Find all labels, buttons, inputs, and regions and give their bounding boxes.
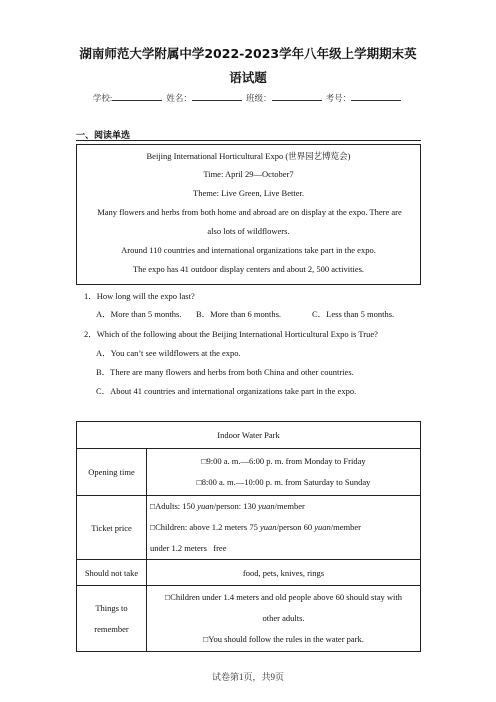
expo-title: Beijing International Horticultural Expo (世界园艺博览会): [146, 151, 351, 161]
should-not-take-value: food, pets, knives, rings: [147, 560, 421, 586]
expo-line-1: Many flowers and herbs from both home and abroad are on display at the expo. There are: [97, 207, 402, 217]
class-label: 班级：: [245, 93, 272, 103]
ticket-adults-text: /person: 130: [213, 501, 259, 511]
opening-weekday: □9:00 a. m.—6:00 p. m. from Monday to Friday: [201, 456, 366, 466]
page-footer: 试卷第1页，共9页: [211, 672, 284, 682]
ticket-price-label: Ticket price: [77, 496, 147, 560]
table-row: [77, 496, 421, 560]
ticket-children-text: □Children: above 1.2 meters 75: [150, 522, 260, 532]
ticket-price-cell: [147, 496, 421, 560]
ticket-children-text: /member: [330, 522, 362, 532]
things-to-remember-label-line: remember: [94, 623, 129, 634]
currency-text: yuan: [258, 501, 275, 511]
table-row: [77, 586, 421, 652]
ticket-adults-text: /member: [274, 501, 305, 511]
name-label: 姓名：: [166, 93, 192, 103]
table-row: [77, 560, 421, 586]
opening-time-label: Opening time: [77, 449, 147, 496]
page-title: 湖南师范大学附属中学2022-2023学年八年级上学期期末英: [79, 46, 417, 61]
ticket-adults: [150, 496, 417, 517]
exam-number-label: 考号：: [325, 93, 352, 103]
section-heading: 一、阅读单选: [76, 131, 131, 141]
table-row: [77, 422, 421, 449]
things-to-remember-label-line: Things to: [95, 602, 128, 613]
page-title-continued: 语试题: [229, 70, 267, 85]
things-to-remember-label: [77, 586, 147, 652]
expo-time: Time: April 29—October7: [203, 169, 294, 179]
should-not-take-label: Should not take: [77, 560, 147, 586]
q2-option-a[interactable]: A．You can’t see wildflowers at the expo.: [96, 348, 241, 358]
currency-text: yuan: [197, 501, 214, 511]
ticket-small-children: under 1.2 meters free: [150, 543, 227, 553]
question-1: 1．How long will the expo last?: [84, 291, 195, 301]
expo-theme: Theme: Live Green, Live Better.: [193, 188, 304, 198]
q1-option-c[interactable]: C．Less than 5 months.: [312, 309, 395, 319]
expo-line-3: Around 110 countries and international organizations take part in the expo.: [121, 245, 376, 255]
remember-item-2: □You should follow the rules in the water park.: [203, 634, 364, 644]
table-row: [77, 449, 421, 496]
opening-weekend: □8:00 a. m.—10:00 p. m. from Saturday to Sunday: [196, 477, 371, 487]
ticket-children-text: /person 60: [276, 522, 315, 532]
school-blank[interactable]: [112, 92, 162, 101]
park-title: Indoor Water Park: [77, 422, 421, 449]
expo-passage-box: [76, 144, 421, 285]
opening-time-cell: [147, 449, 421, 496]
remember-item-1: □Children under 1.4 meters and old people above 60 should stay with: [165, 592, 402, 602]
class-blank[interactable]: [272, 92, 322, 101]
ticket-adults-text: □Adults: 150: [150, 501, 198, 511]
school-label: 学校:: [92, 93, 113, 103]
currency-text: yuan: [259, 522, 277, 532]
currency-text: yuan: [314, 522, 331, 532]
expo-line-4: The expo has 41 outdoor display centers and about 2, 500 activities.: [132, 264, 365, 274]
q2-option-b[interactable]: B．There are many flowers and herbs from both China and other countries.: [96, 367, 354, 377]
q2-option-c[interactable]: C．About 41 countries and international organizations take part in the expo.: [96, 386, 357, 396]
section-divider: [76, 140, 421, 141]
expo-line-2: also lots of wildflowers.: [207, 226, 290, 236]
exam-number-blank[interactable]: [351, 92, 401, 101]
q1-option-a[interactable]: A．More than 5 months.: [96, 309, 182, 319]
student-info-line: [0, 92, 496, 104]
name-blank[interactable]: [192, 92, 242, 101]
q1-option-b[interactable]: B．More than 6 months.: [196, 309, 281, 319]
things-to-remember-cell: [147, 586, 421, 652]
ticket-children: [150, 517, 417, 538]
question-2: 2．Which of the following about the Beijing International Horticultural Expo is True?: [84, 329, 378, 339]
water-park-table: [76, 421, 421, 652]
remember-item-1-cont: other adults.: [262, 613, 305, 623]
